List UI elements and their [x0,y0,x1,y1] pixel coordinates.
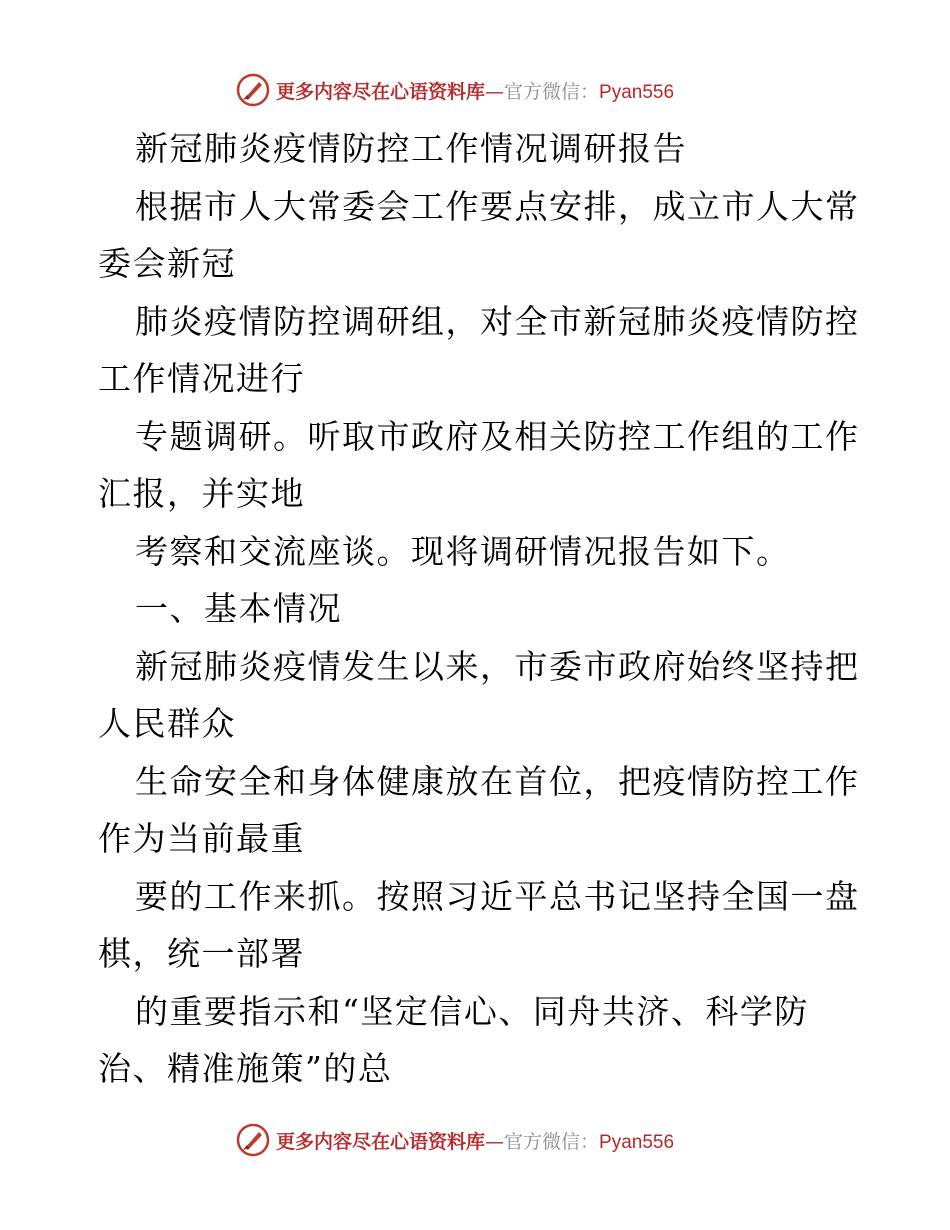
paragraph-line: 委会新冠 [98,244,236,283]
banner-main-text: 更多内容尽在心语资料库 [276,80,486,103]
quill-logo-icon [236,73,270,107]
document-body [98,120,868,1098]
paragraph-line: 根据市人大常委会工作要点安排，成立市人大常 [135,186,860,226]
paragraph-line: 棋，统一部署 [98,934,305,973]
banner-wechat-label: 官方微信： [504,80,600,103]
paragraph-line: 的重要指示和“坚定信心、同舟共济、科学防 [135,991,809,1031]
banner-wechat-id: Pyan556 [599,81,675,103]
paragraph-line: 人民群众 [98,704,236,743]
section-heading: 一、基本情况 [135,589,342,628]
paragraph-line: 汇报，并实地 [98,474,305,513]
paragraph-line: 要的工作来抓。按照习近平总书记坚持全国一盘 [135,876,860,916]
quill-logo-icon [236,1123,270,1157]
header-watermark-banner [236,72,674,108]
paragraph-line: 工作情况进行 [98,359,305,398]
banner-wechat-id: Pyan556 [599,1131,675,1153]
banner-separator: — [485,1130,505,1153]
banner-separator: — [485,80,505,103]
banner-wechat-label: 官方微信： [504,1130,600,1153]
footer-watermark-banner [236,1122,674,1158]
paragraph-line: 生命安全和身体健康放在首位，把疫情防控工作 [135,761,860,801]
document-title: 新冠肺炎疫情防控工作情况调研报告 [135,129,687,168]
paragraph-line: 考察和交流座谈。现将调研情况报告如下。 [135,531,791,571]
paragraph-line: 治、精准施策”的总 [98,1049,393,1088]
paragraph-line: 肺炎疫情防控调研组，对全市新冠肺炎疫情防控 [135,301,860,341]
paragraph-line: 作为当前最重 [98,819,305,858]
paragraph-line: 新冠肺炎疫情发生以来，市委市政府始终坚持把 [135,646,860,686]
banner-main-text: 更多内容尽在心语资料库 [276,1130,486,1153]
paragraph-line: 专题调研。听取市政府及相关防控工作组的工作 [135,416,860,456]
